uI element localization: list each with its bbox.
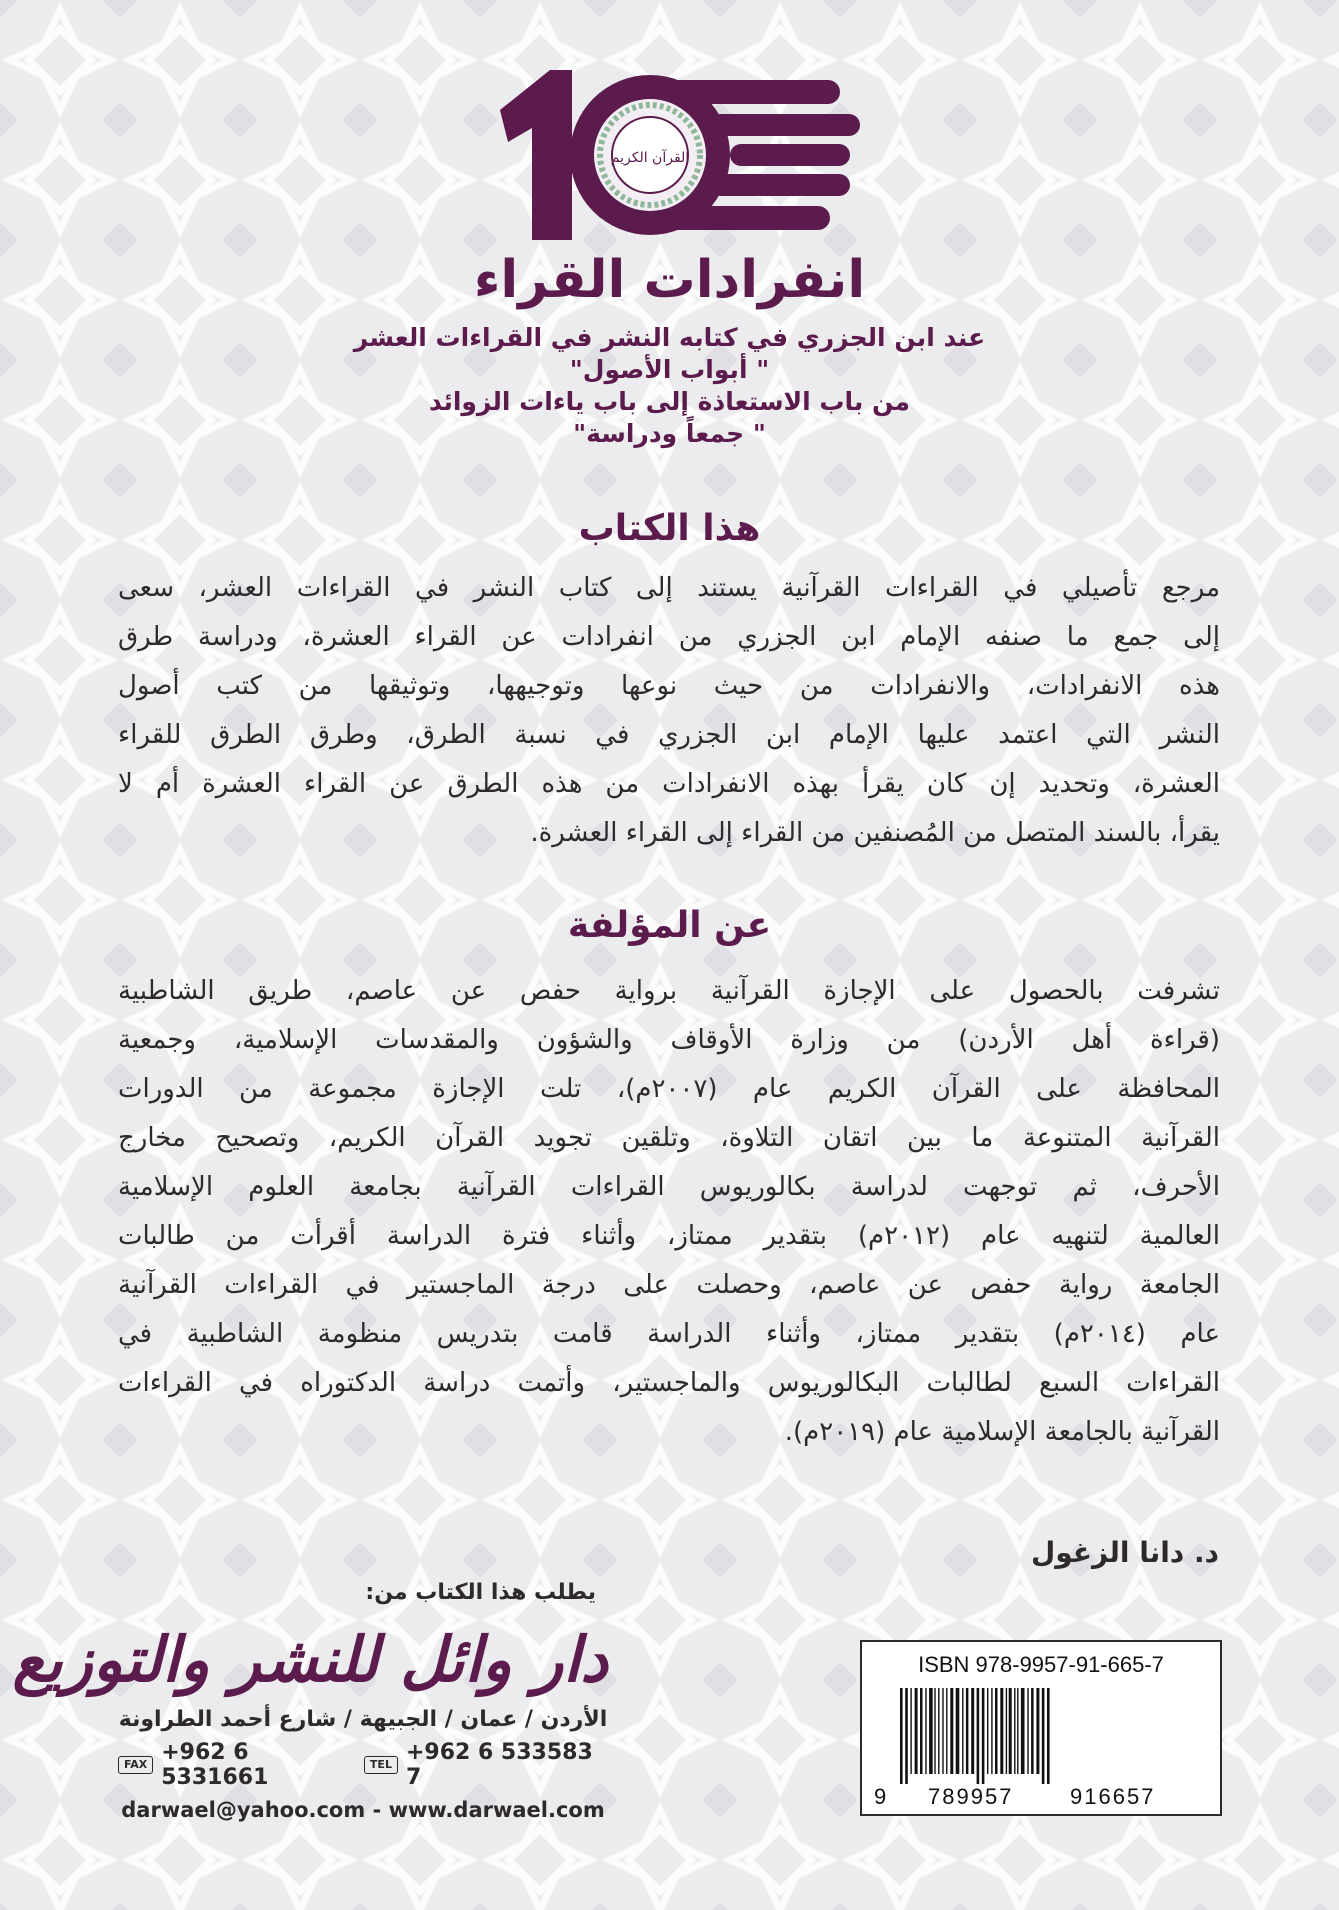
barcode-bar (982, 1688, 985, 1784)
barcode-left-digits: 789957 (928, 1784, 1014, 1809)
about-book-text (118, 565, 1220, 859)
subtitle-line: عند ابن الجزري في كتابه النشر في القراءات العشر (353, 323, 986, 352)
subtitle-block (0, 322, 1339, 450)
author-signature: د. دانا الزغول (1030, 1536, 1219, 1569)
barcode-bar (1009, 1688, 1012, 1774)
barcode-bar (905, 1688, 908, 1784)
publisher-block (12, 1580, 608, 1822)
barcode-bar (1042, 1688, 1045, 1784)
barcode-bar (991, 1688, 992, 1774)
isbn-barcode-box (860, 1640, 1222, 1816)
barcode-bar (925, 1688, 926, 1774)
barcode-bar (929, 1688, 933, 1774)
paragraph-line: العالمية لتنهيه عام (٢٠١٢م) بتقدير ممتاز، وأثناء فترة الدراسة أقرأت من طالبات (118, 1221, 1220, 1251)
barcode (900, 1688, 1212, 1784)
subtitle-line: من باب الاستعاذة إلى باب ياءات الزوائد (429, 387, 910, 416)
barcode-bar (995, 1688, 998, 1774)
paragraph-line: الأحرف، ثم توجهت لدراسة بكالوريوس القراءات القرآنية بجامعة العلوم الإسلامية (118, 1172, 1220, 1202)
subtitle-line: " أبواب الأصول" (569, 355, 770, 384)
subtitle-line: " جمعاً ودراسة" (573, 419, 766, 448)
barcode-bar (977, 1688, 980, 1784)
paragraph-line: يقرأ، بالسند المتصل من المُصنفين من القراء إلى القراء العشرة. (530, 818, 1220, 848)
paragraph-line: القرآنية بالجامعة الإسلامية عام (٢٠١٩م). (784, 1417, 1220, 1447)
publisher-logo: دار وائل للنشر والتوزيع (12, 1623, 608, 1696)
barcode-bar (1036, 1688, 1039, 1774)
paragraph-line: هذه الانفرادات، والانفرادات من حيث نوعها وتوجيهها، وتوثيقها من كتب أصول (118, 671, 1220, 701)
barcode-bar (1000, 1688, 1003, 1774)
badge-text: القرآن الكريم (610, 150, 690, 166)
barcode-bar (966, 1688, 969, 1774)
barcode-bar (934, 1688, 935, 1774)
order-label: يطلب هذا الكتاب من: (365, 1580, 596, 1605)
paragraph-line: إلى جمع ما صنفه الإمام ابن الجزري من انفرادات عن القراء العشرة، ودراسة طرق (118, 622, 1220, 652)
series-logo (480, 70, 860, 240)
paragraph-line: القرآنية المتنوعة ما بين اتقان التلاوة، وتلقين تجويد القرآن الكريم، وتصحيح مخارج (118, 1123, 1220, 1153)
barcode-bar (915, 1688, 918, 1774)
barcode-first-digit: 9 (874, 1784, 887, 1809)
barcode-bar (1021, 1688, 1025, 1774)
barcode-bar (910, 1688, 911, 1774)
barcode-bar (1014, 1688, 1015, 1774)
tel-tag: TEL (364, 1756, 398, 1774)
barcode-bar (1006, 1688, 1007, 1774)
paragraph-line: النشر التي اعتمد عليها الإمام ابن الجزري في نسبة الطرق، وطرق الطرق للقراء (118, 720, 1220, 750)
barcode-bar (900, 1688, 903, 1784)
about-author-text (118, 968, 1220, 1458)
isbn-label: ISBN 978-9957-91-665-7 (918, 1652, 1164, 1677)
paragraph-line: القراءات السبع لطالبات البكالوريوس والماجستير، وأتمت دراسة الدكتوراه في القراءات (118, 1368, 1220, 1398)
barcode-bar (1027, 1688, 1028, 1774)
about-author-heading: عن المؤلفة (567, 905, 772, 946)
publisher-address: الأردن / عمان / الجبيهة / شارع أحمد الطراونة (118, 1707, 608, 1732)
barcode-bar (987, 1688, 988, 1774)
phone-row (118, 1740, 608, 1790)
paragraph-line: مرجع تأصيلي في القراءات القرآنية يستند إلى كتاب النشر في القراءات العشر، سعى (118, 573, 1220, 603)
barcode-bar (956, 1688, 960, 1774)
about-book-heading: هذا الكتاب (578, 508, 761, 549)
paragraph-line: (قراءة أهل الأردن) من وزارة الأوقاف والشؤون والمقدسات الإسلامية، وجمعية (118, 1025, 1220, 1055)
fax-tag: FAX (118, 1756, 153, 1774)
tel-number: +962 6 533583 7 (405, 1740, 593, 1790)
paragraph-line: عام (٢٠١٤م) بتقدير ممتاز، وأثناء الدراسة قامت بتدريس منظومة الشاطبية في (118, 1319, 1220, 1349)
publisher-contact: darwael@yahoo.com - www.darwael.com (121, 1798, 605, 1822)
barcode-bar (938, 1688, 939, 1774)
barcode-bar (971, 1688, 974, 1774)
barcode-bar (962, 1688, 963, 1774)
paragraph-line: الجامعة رواية حفص عن عاصم، وحصلت على درجة الماجستير في القراءات القرآنية (118, 1270, 1220, 1300)
barcode-bar (920, 1688, 923, 1774)
paragraph-line: تشرفت بالحصول على الإجازة القرآنية برواية حفص عن عاصم، طريق الشاطبية (118, 976, 1220, 1006)
barcode-bar (1017, 1688, 1018, 1774)
barcode-bar (1031, 1688, 1034, 1774)
fax-number: +962 6 5331661 (161, 1740, 269, 1790)
barcode-bar (950, 1688, 953, 1774)
barcode-bar (1047, 1688, 1050, 1784)
paragraph-line: المحافظة على القرآن الكريم عام (٢٠٠٧م)، تلت الإجازة مجموعة من الدورات (118, 1074, 1220, 1104)
quran-badge-icon (594, 99, 706, 211)
book-title: انفرادات القراء (473, 250, 866, 310)
barcode-right-digits: 916657 (1070, 1784, 1156, 1809)
barcode-bar (946, 1688, 947, 1774)
paragraph-line: العشرة، وتحديد إن كان يقرأ بهذه الانفرادات من هذه الطرق عن القراء العشرة أم لا (118, 769, 1220, 799)
barcode-bar (942, 1688, 943, 1774)
